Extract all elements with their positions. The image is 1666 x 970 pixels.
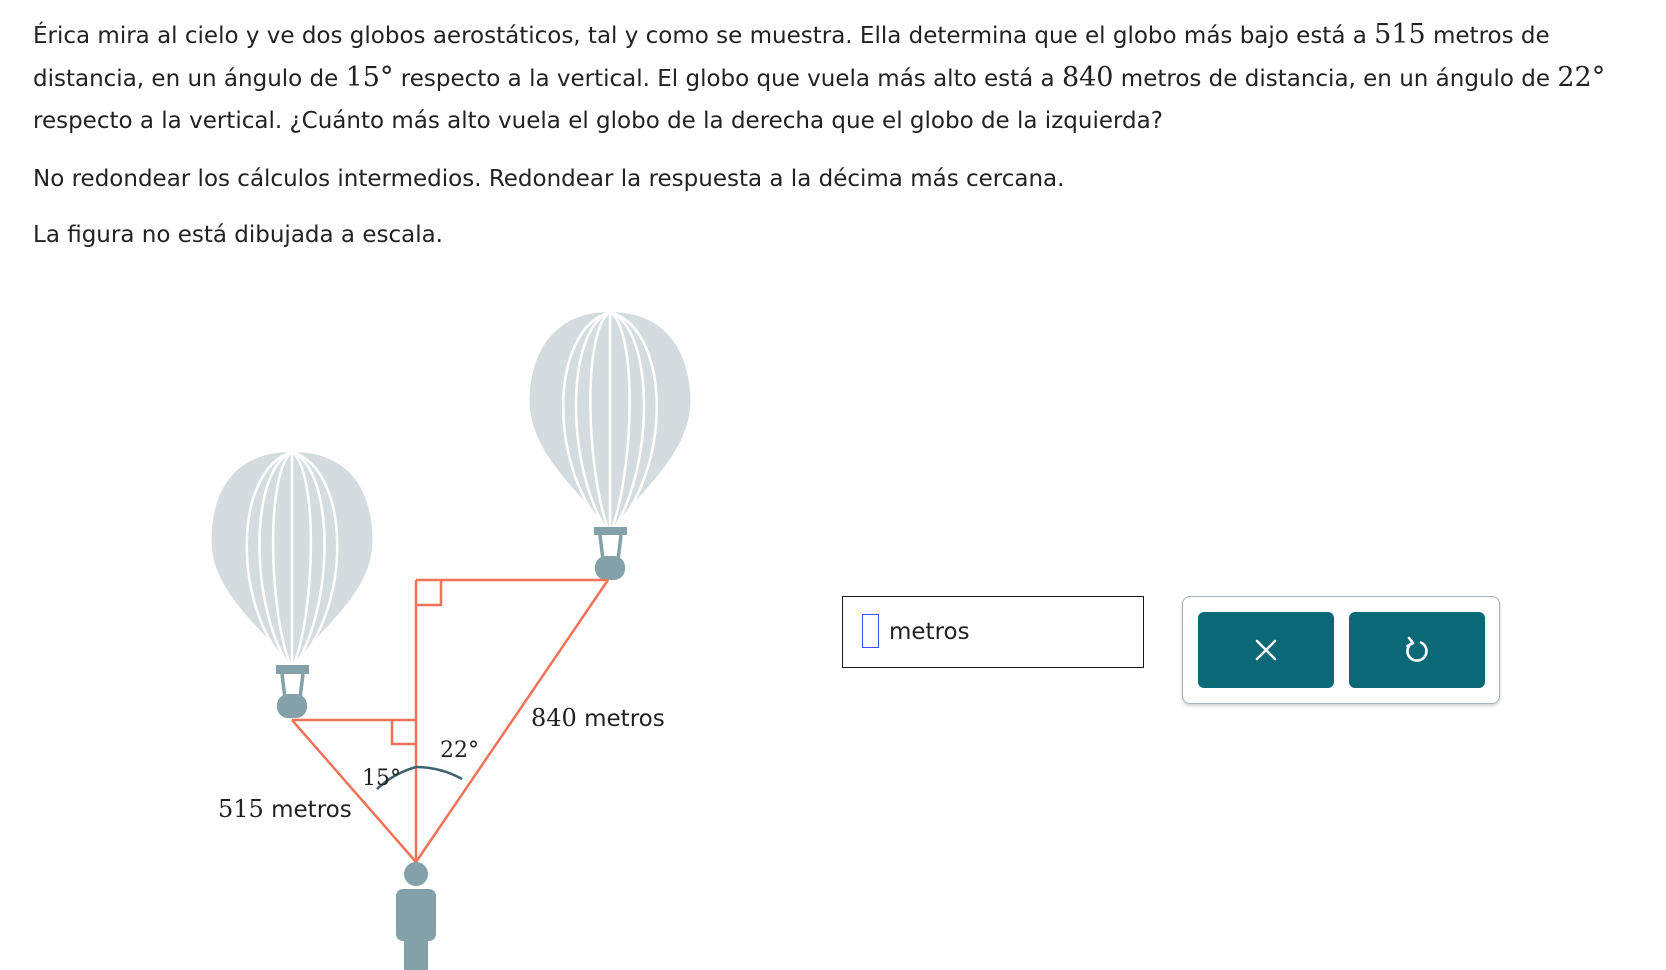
problem-text-part: metros de distancia, en un ángulo de bbox=[1113, 66, 1558, 92]
low-balloon-distance-value: 515 bbox=[1374, 19, 1426, 50]
answer-input-field[interactable] bbox=[862, 614, 879, 648]
person-icon bbox=[396, 862, 436, 970]
clear-button[interactable] bbox=[1198, 612, 1334, 688]
action-button-panel bbox=[1182, 596, 1500, 704]
label-515-unit: metros bbox=[263, 797, 352, 823]
label-840-unit: metros bbox=[576, 706, 665, 732]
high-balloon bbox=[530, 312, 691, 580]
high-balloon-distance-value: 840 bbox=[1061, 62, 1114, 93]
close-icon bbox=[1254, 638, 1278, 662]
problem-text-part: metros de distancia, en un ángulo de bbox=[33, 23, 1550, 92]
undo-icon bbox=[1403, 635, 1431, 665]
label-515-metros bbox=[218, 795, 352, 823]
rounding-note: No redondear los cálculos intermedios. Redondear la respuesta a la décima más cercana. bbox=[33, 166, 1065, 192]
balloon-figure bbox=[0, 290, 720, 970]
low-balloon bbox=[212, 452, 373, 718]
problem-text-part: respecto a la vertical. ¿Cuánto más alto vuela el globo de la derecha que el globo de la izquierda? bbox=[33, 108, 1163, 134]
scale-note: La figura no está dibujada a escala. bbox=[33, 222, 443, 248]
undo-button[interactable] bbox=[1349, 612, 1485, 688]
problem-text bbox=[33, 14, 1653, 142]
problem-text-part: Érica mira al cielo y ve dos globos aerostáticos, tal y como se muestra. Ella determina que el globo más bajo está a bbox=[33, 23, 1375, 49]
angle-label-15: 15° bbox=[362, 766, 401, 791]
angle-label-22: 22° bbox=[440, 738, 479, 763]
high-balloon-angle-value: 22° bbox=[1557, 62, 1606, 93]
label-840-number: 840 bbox=[531, 704, 577, 732]
answer-unit-label: metros bbox=[889, 619, 970, 645]
problem-statement bbox=[33, 14, 1653, 142]
low-balloon-angle-value: 15° bbox=[345, 62, 394, 93]
label-515-number: 515 bbox=[218, 795, 264, 823]
label-840-metros bbox=[531, 704, 665, 732]
answer-input[interactable] bbox=[842, 596, 1144, 668]
problem-text-part: respecto a la vertical. El globo que vuela más alto está a bbox=[393, 66, 1062, 92]
